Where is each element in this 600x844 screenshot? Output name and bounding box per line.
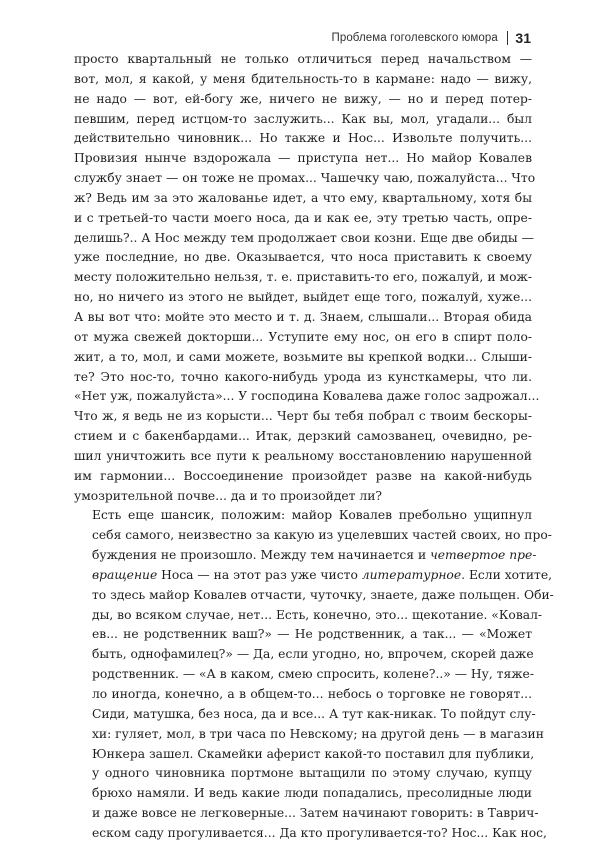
text-line: «Нет уж, пожалуйста»... У господина Ковалева даже голос задрожал...	[74, 389, 540, 404]
text-line: просто квартальный не только отличиться перед начальством —	[74, 52, 532, 66]
text-line: брюхо намяли. И ведь какие люди попадались, пресолидные люди	[92, 786, 532, 801]
running-title: Проблема гоголевского юмора	[331, 32, 498, 44]
text-line: родственник. — «А в каком, смею спросить, колене?..» — Ну, тяже-	[92, 667, 534, 682]
emphasis-text: вращение	[92, 567, 158, 582]
text-line: ев... не родственник ваш?» — Не родственник, а так... — «Может	[92, 627, 532, 642]
text-line: Провизия нынче вздорожала — приступа нет... Но майор Ковалев	[74, 151, 532, 166]
text-line: Что ж, я ведь не из корысти... Черт бы тебя побрал с твоим бескоры-	[74, 409, 532, 424]
text-line: стием и с бакенбардами... Итак, дерзкий самозванец, очевидно, ре-	[74, 429, 532, 444]
text-line: жит, а то, мол, и сами можете, возьмите вы крепкой водки... Слыши-	[74, 349, 532, 364]
paragraph	[74, 506, 554, 843]
text-line: те? Это нос-то, точно какого-нибудь урода из кунсткамеры, что ли.	[74, 369, 532, 384]
emphasis-text: четвертое пре-	[430, 548, 537, 563]
text-line: действительно чиновник... Но также и Нос... Извольте получить...	[74, 131, 532, 146]
text-line: у одного чиновника портмоне вытащили по этому случаю, купцу	[92, 766, 532, 781]
text-line: и даже вовсе не легковерные... Затем начинают говорить: в Таврич-	[92, 806, 539, 821]
text-line: умозрительной почве... да и то произойдет ли?	[74, 488, 382, 503]
text-run: Носа — на этот раз уже чисто	[161, 567, 358, 582]
text-line	[74, 546, 537, 566]
text-line: вот, мол, я какой, у меня бдительность-то в кармане: надо — вижу,	[74, 71, 532, 86]
text-line: хи: гуляет, мол, в три часа по Невскому; на другой день — в магазин	[92, 726, 544, 741]
text-line: быть, однофамилец?» — Да, если угодно, но, впрочем, скорей даже	[92, 647, 534, 662]
text-line: А вы вот что: мойте это место и т. д. Знаем, слышали... Вторая обида	[74, 309, 532, 324]
text-run: буждения не произошло. Между тем начинается и	[92, 548, 427, 563]
text-line: от мужа свежей докторши... Уступите ему нос, он его в спирт полo-	[74, 329, 532, 344]
text-line: Есть еще шансик, положим: майор Ковалев пребольно ущипнул	[92, 508, 532, 523]
text-line: Юнкера зашел. Скамейки аферист какой-то поставил для публики,	[92, 746, 535, 761]
header-divider	[507, 31, 509, 45]
text-line: то здесь майор Ковалев отчасти, чуточку, знаете, даже польщен. Оби-	[92, 587, 554, 602]
running-head	[331, 30, 531, 46]
body-text	[74, 50, 554, 844]
text-line: но, но ничего из этого не выйдет, выйдет еще того, пожалуй, хуже...	[74, 290, 532, 305]
text-line: не надо — вот, ей-богу же, ничего не вижу, — но и перед потер-	[74, 91, 532, 106]
text-line	[74, 566, 553, 586]
text-line: Сиди, матушка, без носа, да и все... А тут как-никак. То пойдут слу-	[92, 706, 536, 721]
page-number: 31	[515, 30, 531, 46]
text-line: им гармонии... Воссоединение произойдет разве на какой-нибудь	[74, 468, 532, 483]
text-line: делишь?.. А Нос между тем продолжает свои козни. Еще две обиды —	[74, 230, 534, 245]
text-run: . Если хотите,	[461, 567, 553, 582]
text-line: службу знает — он тоже не промах... Чашечку чаю, пожалуйста... Что	[74, 171, 536, 186]
paragraph-continued	[74, 50, 540, 506]
emphasis-text: литературное	[361, 567, 462, 582]
text-line: шил уничтожить все пути к реальному восстановлению нарушенной	[74, 448, 532, 463]
text-line: уже последние, но две. Оказывается, что носа приставить к своему	[74, 250, 532, 265]
text-line: ды, во всяком случае, нет... Есть, конечно, это... щекотание. «Ковал-	[92, 607, 543, 622]
text-line: себя самого, неизвестно за какую из уцелевших частей своих, но про-	[92, 528, 552, 543]
text-line: певшим, перед истцом-то заслужить... Как вы, мол, угадали... был	[74, 111, 532, 126]
text-line: и с третьей-то части моего носа, да и как ее, эту третью часть, опре-	[74, 210, 532, 225]
text-line: месту положительно нельзя, т. е. приставить-то его, пожалуй, и мож-	[74, 270, 532, 285]
text-line: еском саду прогуливается... Да кто прогуливается-то? Нос... Как нос,	[92, 825, 547, 840]
text-line: ж? Ведь им за это жалованье идет, а что ему, квартальному, хотя бы	[74, 190, 532, 205]
text-line: ло иногда, конечно, а в общем-то... небось о торговке не говорят...	[92, 687, 532, 701]
